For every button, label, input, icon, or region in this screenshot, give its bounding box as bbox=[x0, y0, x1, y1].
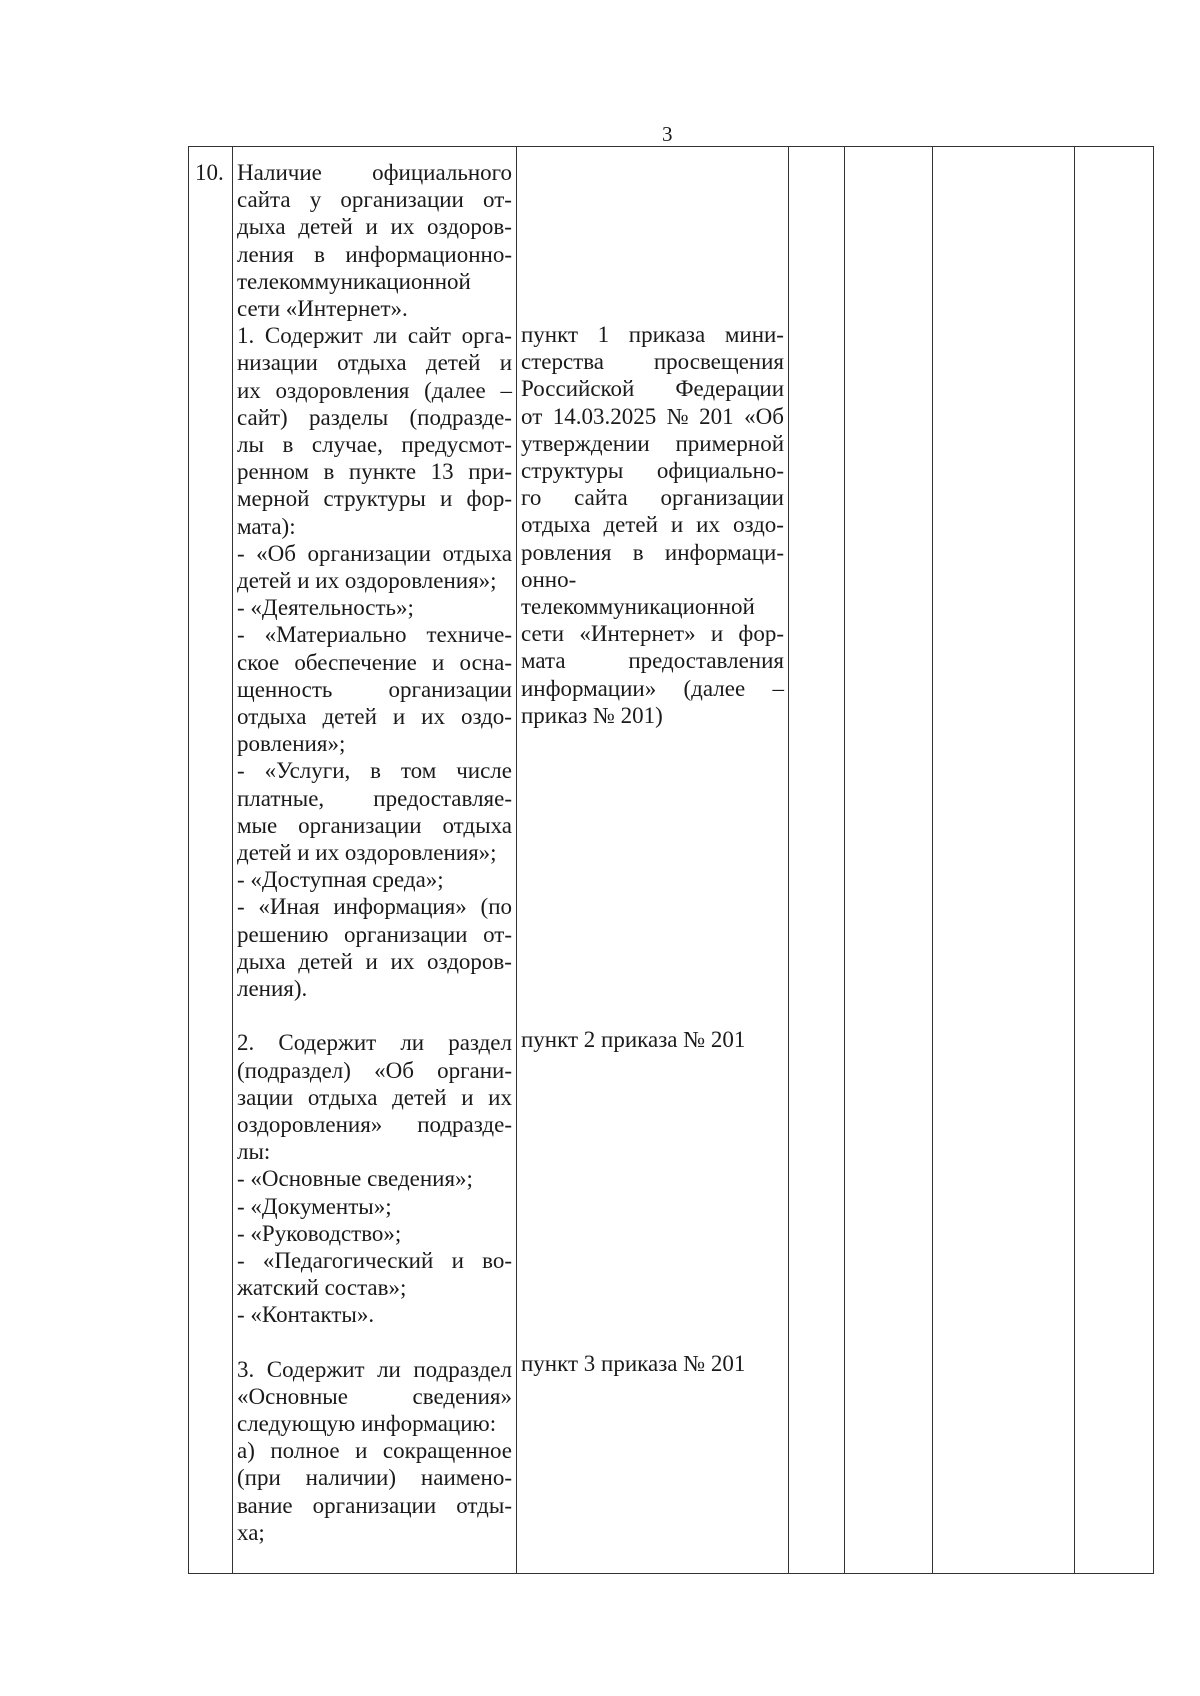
requirement-line bbox=[237, 322, 512, 349]
reference-line: пункт 3 приказа № 201 bbox=[521, 1351, 746, 1377]
spacer bbox=[237, 1002, 512, 1029]
word: фор- bbox=[466, 486, 512, 512]
spacer bbox=[521, 213, 784, 240]
word: «Материально bbox=[264, 622, 407, 648]
word: сайт bbox=[407, 323, 451, 349]
word: (далее bbox=[424, 377, 486, 403]
word: предоставляе- bbox=[373, 785, 512, 811]
word: оздо- bbox=[460, 704, 512, 730]
word: (подраздел) bbox=[237, 1057, 351, 1083]
word: разделы bbox=[309, 404, 389, 430]
word: ренном bbox=[237, 459, 309, 485]
word: «Интернет» bbox=[579, 621, 696, 647]
word: и bbox=[670, 512, 684, 538]
reference-line bbox=[521, 484, 784, 511]
word: и bbox=[461, 1084, 474, 1110]
spacer bbox=[521, 1161, 784, 1188]
spacer bbox=[521, 1431, 784, 1458]
answer-cell-2 bbox=[845, 147, 933, 1574]
word: подраздел bbox=[413, 1356, 512, 1382]
spacer bbox=[521, 1404, 784, 1431]
requirement-line bbox=[237, 703, 512, 730]
word: организации bbox=[298, 812, 422, 838]
word: – bbox=[772, 675, 784, 701]
word: сайта bbox=[574, 485, 628, 511]
word: осна- bbox=[459, 649, 512, 675]
reference-line: телекоммуникационной bbox=[521, 594, 755, 620]
spacer bbox=[521, 891, 784, 918]
requirement-line bbox=[237, 1247, 512, 1274]
word: в bbox=[314, 241, 326, 267]
word: организации bbox=[388, 676, 512, 702]
spacer bbox=[521, 837, 784, 864]
word: ли bbox=[400, 1030, 425, 1056]
word: 3. bbox=[237, 1356, 255, 1382]
requirement-line bbox=[237, 948, 512, 975]
word: оздоровления» bbox=[237, 1111, 383, 1137]
word: детей bbox=[298, 214, 353, 240]
requirement-line bbox=[237, 1029, 512, 1056]
word: полное bbox=[270, 1438, 340, 1464]
word: ления bbox=[237, 241, 294, 267]
spacer bbox=[521, 1512, 784, 1539]
requirement-line: лы: bbox=[237, 1139, 271, 1165]
requirement-line bbox=[237, 621, 512, 648]
spacer bbox=[521, 972, 784, 999]
word: их bbox=[488, 1084, 512, 1110]
word: № bbox=[666, 403, 689, 429]
word: «Об bbox=[256, 540, 296, 566]
requirement-line: детей и их оздоровления»; bbox=[237, 840, 497, 866]
spacer bbox=[521, 864, 784, 891]
row-number: 10. bbox=[195, 160, 224, 185]
heading-line bbox=[237, 241, 512, 268]
word: «Педагогический bbox=[262, 1247, 434, 1273]
word: ли bbox=[373, 323, 398, 349]
reference-line: пункт 2 приказа № 201 bbox=[521, 1027, 746, 1053]
word: Содержит bbox=[264, 323, 363, 349]
requirement-line: - «Деятельность»; bbox=[237, 595, 414, 621]
word: утверждении bbox=[521, 430, 650, 456]
spacer bbox=[521, 159, 784, 186]
word: во- bbox=[482, 1247, 512, 1273]
requirement-text bbox=[233, 147, 516, 1546]
spacer bbox=[237, 1329, 512, 1356]
word: при- bbox=[468, 459, 512, 485]
heading-line: телекоммуникационной bbox=[237, 268, 471, 294]
word: их bbox=[421, 704, 445, 730]
heading-line bbox=[237, 213, 512, 240]
spacer bbox=[521, 945, 784, 972]
word: «Основные bbox=[237, 1383, 348, 1409]
reference-text bbox=[517, 147, 788, 1539]
spacer bbox=[521, 810, 784, 837]
requirement-line bbox=[237, 893, 512, 920]
reference-line bbox=[521, 321, 784, 348]
word: сайт) bbox=[237, 404, 288, 430]
requirement-line bbox=[237, 1356, 512, 1383]
spacer bbox=[521, 729, 784, 756]
word: отдыха bbox=[442, 540, 512, 566]
word: сокращенное bbox=[382, 1438, 512, 1464]
word: Российской bbox=[521, 376, 635, 402]
word: ровления bbox=[521, 539, 612, 565]
word: наличии) bbox=[305, 1465, 397, 1491]
reference-line bbox=[521, 675, 784, 702]
answer-cell-4 bbox=[1075, 147, 1154, 1574]
word: информации» bbox=[521, 675, 657, 701]
word: и bbox=[451, 1247, 464, 1273]
requirement-line: - «Основные сведения»; bbox=[237, 1166, 473, 1192]
word: оздоров- bbox=[427, 948, 512, 974]
word: информаци- bbox=[664, 539, 784, 565]
word: Федерации bbox=[675, 376, 784, 402]
word: 14.03.2025 bbox=[552, 403, 657, 429]
word: детей bbox=[425, 350, 481, 376]
requirement-line: ха; bbox=[237, 1519, 265, 1545]
reference-line bbox=[521, 430, 784, 457]
word: примерной bbox=[675, 430, 784, 456]
word: - bbox=[237, 1247, 245, 1273]
word: отдыха bbox=[337, 350, 407, 376]
reference-line bbox=[521, 539, 784, 566]
word: случае, bbox=[311, 432, 383, 458]
word: «Иная bbox=[258, 894, 320, 920]
word: мата bbox=[521, 648, 566, 674]
word: у bbox=[309, 187, 322, 213]
word: официально- bbox=[656, 458, 784, 484]
word: «Об bbox=[744, 403, 784, 429]
reference-line bbox=[521, 457, 784, 484]
requirement-line: жатский состав»; bbox=[237, 1275, 407, 1301]
answer-cell-1 bbox=[789, 147, 845, 1574]
word: от- bbox=[483, 921, 512, 947]
word: щенность bbox=[237, 676, 333, 702]
word: и bbox=[499, 350, 512, 376]
word: органи- bbox=[437, 1057, 512, 1083]
word: наимено- bbox=[420, 1465, 512, 1491]
word: и bbox=[432, 649, 445, 675]
word: оздо- bbox=[732, 512, 784, 538]
word: – bbox=[500, 377, 512, 403]
word: Наличие bbox=[237, 160, 322, 185]
spacer bbox=[521, 1188, 784, 1215]
word: организации bbox=[344, 921, 468, 947]
word: предусмот- bbox=[401, 432, 512, 458]
spacer bbox=[521, 240, 784, 267]
word: их bbox=[390, 214, 415, 240]
word: организации bbox=[340, 187, 464, 213]
spacer bbox=[521, 1215, 784, 1242]
requirement-line bbox=[237, 377, 512, 404]
reference-line bbox=[521, 511, 784, 538]
word: детей bbox=[392, 1084, 447, 1110]
word: детей bbox=[298, 948, 353, 974]
spacer bbox=[521, 1242, 784, 1269]
requirement-line bbox=[237, 431, 512, 458]
spacer bbox=[521, 1458, 784, 1485]
requirement-line bbox=[237, 757, 512, 784]
word: детей bbox=[603, 512, 658, 538]
word: обеспечение bbox=[294, 649, 417, 675]
word: отды- bbox=[456, 1492, 512, 1518]
spacer bbox=[521, 1296, 784, 1323]
requirement-line: - «Контакты». bbox=[237, 1302, 375, 1328]
requirement-line bbox=[237, 485, 512, 512]
word: в bbox=[282, 432, 294, 458]
spacer bbox=[521, 267, 784, 294]
word: том bbox=[400, 758, 437, 784]
requirement-line: детей и их оздоровления»; bbox=[237, 568, 497, 594]
word: информация» bbox=[333, 894, 467, 920]
spacer bbox=[521, 186, 784, 213]
word: сети bbox=[521, 621, 565, 647]
word: информационно- bbox=[345, 241, 512, 267]
word: 1 bbox=[597, 322, 610, 347]
spacer bbox=[521, 1485, 784, 1512]
requirement-line bbox=[237, 349, 512, 376]
spacer bbox=[521, 783, 784, 810]
word: организации bbox=[312, 1492, 437, 1518]
word: дыха bbox=[237, 214, 286, 240]
reference-line bbox=[521, 647, 784, 674]
word: их bbox=[237, 377, 261, 403]
word: мини- bbox=[724, 322, 784, 347]
spacer bbox=[521, 1323, 784, 1350]
row-number-cell bbox=[189, 147, 233, 1574]
word: структуры bbox=[323, 486, 426, 512]
word: орга- bbox=[461, 323, 512, 349]
requirement-line bbox=[237, 1464, 512, 1491]
word: пункте bbox=[348, 459, 417, 485]
word: Содержит bbox=[266, 1356, 365, 1382]
word: (при bbox=[237, 1465, 281, 1491]
word: официального bbox=[372, 160, 512, 185]
requirement-line: - «Документы»; bbox=[237, 1193, 392, 1219]
word: решению bbox=[237, 921, 329, 947]
word: зации bbox=[237, 1084, 294, 1110]
word: структуры bbox=[521, 458, 624, 484]
reference-line bbox=[521, 620, 784, 647]
word: 201 bbox=[699, 403, 734, 429]
requirement-line: ровления»; bbox=[237, 731, 346, 757]
word: отдыха bbox=[521, 512, 591, 538]
word: - bbox=[237, 758, 245, 784]
requirement-line bbox=[237, 785, 512, 812]
word: пункт bbox=[521, 322, 579, 347]
word: и bbox=[710, 621, 724, 647]
word: дыха bbox=[237, 948, 286, 974]
word: оздоровления bbox=[275, 377, 410, 403]
word: «Об bbox=[374, 1057, 414, 1083]
word: числе bbox=[456, 758, 512, 784]
requirement-line bbox=[237, 458, 512, 485]
word: отдыха bbox=[442, 812, 512, 838]
spacer bbox=[521, 1377, 784, 1404]
word: ли bbox=[377, 1356, 401, 1382]
word: в bbox=[632, 539, 644, 565]
word: 13 bbox=[430, 459, 454, 485]
word: низации bbox=[237, 350, 318, 376]
requirement-line: мата): bbox=[237, 513, 296, 539]
word: техниче- bbox=[426, 622, 512, 648]
requirement-line: следующую информацию: bbox=[237, 1410, 497, 1436]
word: фор- bbox=[738, 621, 784, 647]
word: (далее bbox=[683, 675, 746, 701]
spacer bbox=[521, 1107, 784, 1134]
reference-line bbox=[521, 348, 784, 375]
spacer bbox=[521, 1053, 784, 1080]
answer-cell-3 bbox=[933, 147, 1075, 1574]
word: вание bbox=[237, 1492, 293, 1518]
requirement-line bbox=[237, 676, 512, 703]
reference-line bbox=[521, 375, 784, 402]
spacer bbox=[521, 999, 784, 1026]
reference-line bbox=[521, 403, 784, 430]
word: мые bbox=[237, 812, 278, 838]
word: предоставления bbox=[628, 648, 784, 674]
heading-line bbox=[237, 186, 512, 213]
reference-line: приказ № 201) bbox=[521, 702, 663, 728]
word: их bbox=[696, 512, 720, 538]
word: просвещения bbox=[653, 349, 784, 375]
word: (подразде- bbox=[409, 404, 512, 430]
word: и bbox=[439, 486, 453, 512]
requirement-line bbox=[237, 1084, 512, 1111]
page-number: 3 bbox=[662, 122, 673, 146]
word: и bbox=[392, 704, 406, 730]
word: отдыха bbox=[237, 704, 307, 730]
word: Содержит bbox=[278, 1030, 377, 1056]
word: «Услуги, bbox=[264, 758, 351, 784]
requirement-line: - «Руководство»; bbox=[237, 1220, 402, 1246]
word: оздоров- bbox=[427, 214, 512, 240]
word: в bbox=[323, 459, 335, 485]
requirement-line bbox=[237, 1057, 512, 1084]
requirement-line bbox=[237, 812, 512, 839]
word: стерства bbox=[521, 349, 604, 375]
word: и bbox=[365, 948, 378, 974]
requirement-line bbox=[237, 1111, 512, 1138]
word: от- bbox=[483, 187, 512, 213]
word: 1. bbox=[237, 323, 255, 349]
word: организации bbox=[660, 485, 784, 511]
word: сведения» bbox=[412, 1383, 512, 1409]
spacer bbox=[521, 294, 784, 321]
word: организации bbox=[307, 540, 431, 566]
word: от bbox=[521, 403, 543, 429]
heading-line bbox=[237, 159, 512, 186]
reference-line: онно- bbox=[521, 566, 577, 592]
spacer bbox=[521, 1134, 784, 1161]
spacer bbox=[521, 918, 784, 945]
checklist-table bbox=[188, 146, 1154, 1574]
word: приказа bbox=[628, 322, 706, 347]
word: детей bbox=[322, 704, 377, 730]
word: и bbox=[355, 1438, 368, 1464]
requirement-line: - «Доступная среда»; bbox=[237, 867, 444, 893]
word: - bbox=[237, 540, 245, 566]
word: отдыха bbox=[307, 1084, 378, 1110]
reference-cell bbox=[517, 147, 789, 1574]
word: мерной bbox=[237, 486, 310, 512]
requirement-line bbox=[237, 540, 512, 567]
requirement-line bbox=[237, 921, 512, 948]
requirement-line: ления). bbox=[237, 976, 308, 1002]
requirement-cell bbox=[233, 147, 517, 1574]
requirement-line bbox=[237, 1437, 512, 1464]
word: в bbox=[370, 758, 382, 784]
word: ское bbox=[237, 649, 280, 675]
spacer bbox=[521, 1080, 784, 1107]
spacer bbox=[521, 756, 784, 783]
word: (по bbox=[480, 894, 512, 920]
heading-line: сети «Интернет». bbox=[237, 296, 408, 322]
table-row bbox=[189, 147, 1154, 1574]
spacer bbox=[521, 1269, 784, 1296]
word: сайта bbox=[237, 187, 291, 213]
word: го bbox=[521, 485, 542, 511]
requirement-line bbox=[237, 1383, 512, 1410]
word: лы bbox=[237, 432, 264, 458]
word: их bbox=[390, 948, 415, 974]
word: и bbox=[365, 214, 378, 240]
requirement-line bbox=[237, 649, 512, 676]
requirement-line bbox=[237, 404, 512, 431]
word: - bbox=[237, 622, 245, 648]
word: раздел bbox=[448, 1030, 512, 1056]
word: а) bbox=[237, 1438, 255, 1464]
word: подразде- bbox=[417, 1111, 512, 1137]
requirement-line bbox=[237, 1492, 512, 1519]
word: - bbox=[237, 894, 245, 920]
word: 2. bbox=[237, 1030, 255, 1056]
word: платные, bbox=[237, 785, 325, 811]
